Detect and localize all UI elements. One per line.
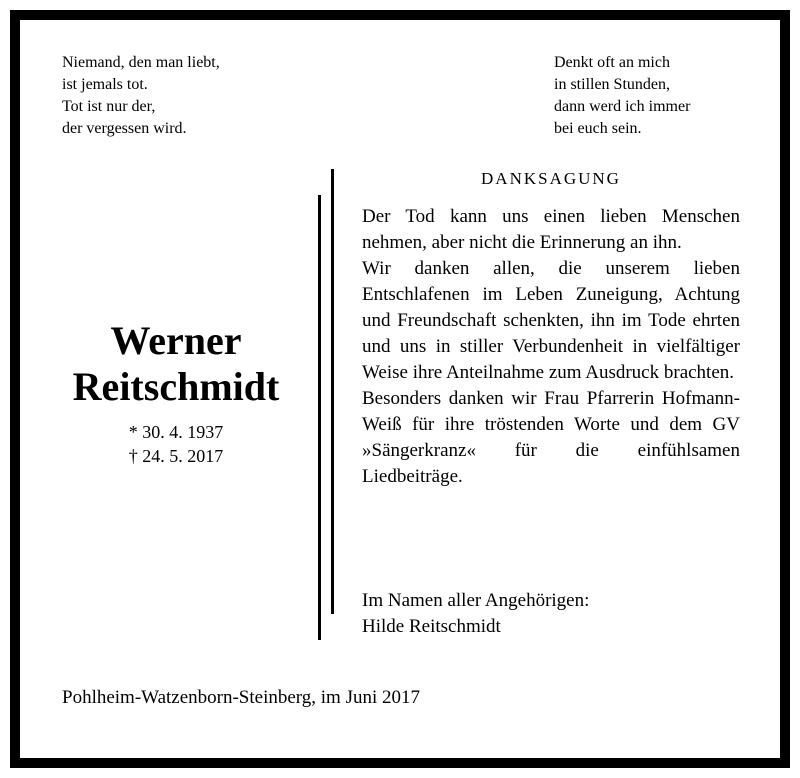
- poem-left-line: ist jemals tot.: [62, 76, 148, 93]
- poem-left-line: der vergessen wird.: [62, 120, 187, 137]
- thanks-heading: DANKSAGUNG: [481, 169, 621, 188]
- poem-right-line: Denkt oft an mich: [554, 54, 670, 71]
- place-date: Pohlheim-Watzenborn-Steinberg, im Juni 2017: [62, 687, 421, 708]
- poem-right-line: dann werd ich immer: [554, 98, 691, 115]
- deceased-first-name: Werner: [110, 318, 242, 363]
- life-dates: [52, 420, 300, 468]
- signoff-line: Im Namen aller Angehörigen:: [362, 590, 590, 611]
- deceased-block: [52, 318, 300, 468]
- birth-date: * 30. 4. 1937: [128, 422, 224, 442]
- thanks-paragraph: Besonders danken wir Frau Pfarrerin Hofmann-Weiß für ihre tröstenden Worte und dem GV »Sängerkranz« für die einfühlsamen Liedbeiträge.: [362, 388, 740, 487]
- deceased-last-name: Reitschmidt: [72, 364, 280, 409]
- poem-left-line: Niemand, den man liebt,: [62, 54, 220, 71]
- poem-right-line: in stillen Stunden,: [554, 76, 670, 93]
- thanks-paragraph: Wir danken allen, die unserem lieben Entschlafenen im Leben Zuneigung, Achtung und Freundschaft schenkten, ihn im Tode ehrten und uns in stiller Verbundenheit in vielfältiger Weise ihre Anteilnahme zum Ausdruck brachten.: [362, 258, 740, 383]
- death-date: † 24. 5. 2017: [128, 446, 224, 466]
- thanks-paragraph: Der Tod kann uns einen lieben Menschen nehmen, aber nicht die Erinnerung an ihn.: [362, 206, 740, 253]
- poem-right-line: bei euch sein.: [554, 120, 642, 137]
- thanks-body: [362, 204, 740, 490]
- poem-right: [554, 52, 690, 140]
- divider-rule-right: [331, 169, 334, 614]
- signoff: [362, 588, 589, 640]
- divider-rule-left: [318, 195, 321, 640]
- poem-left: [62, 52, 220, 140]
- signoff-name: Hilde Reitschmidt: [362, 616, 501, 637]
- poem-left-line: Tot ist nur der,: [62, 98, 156, 115]
